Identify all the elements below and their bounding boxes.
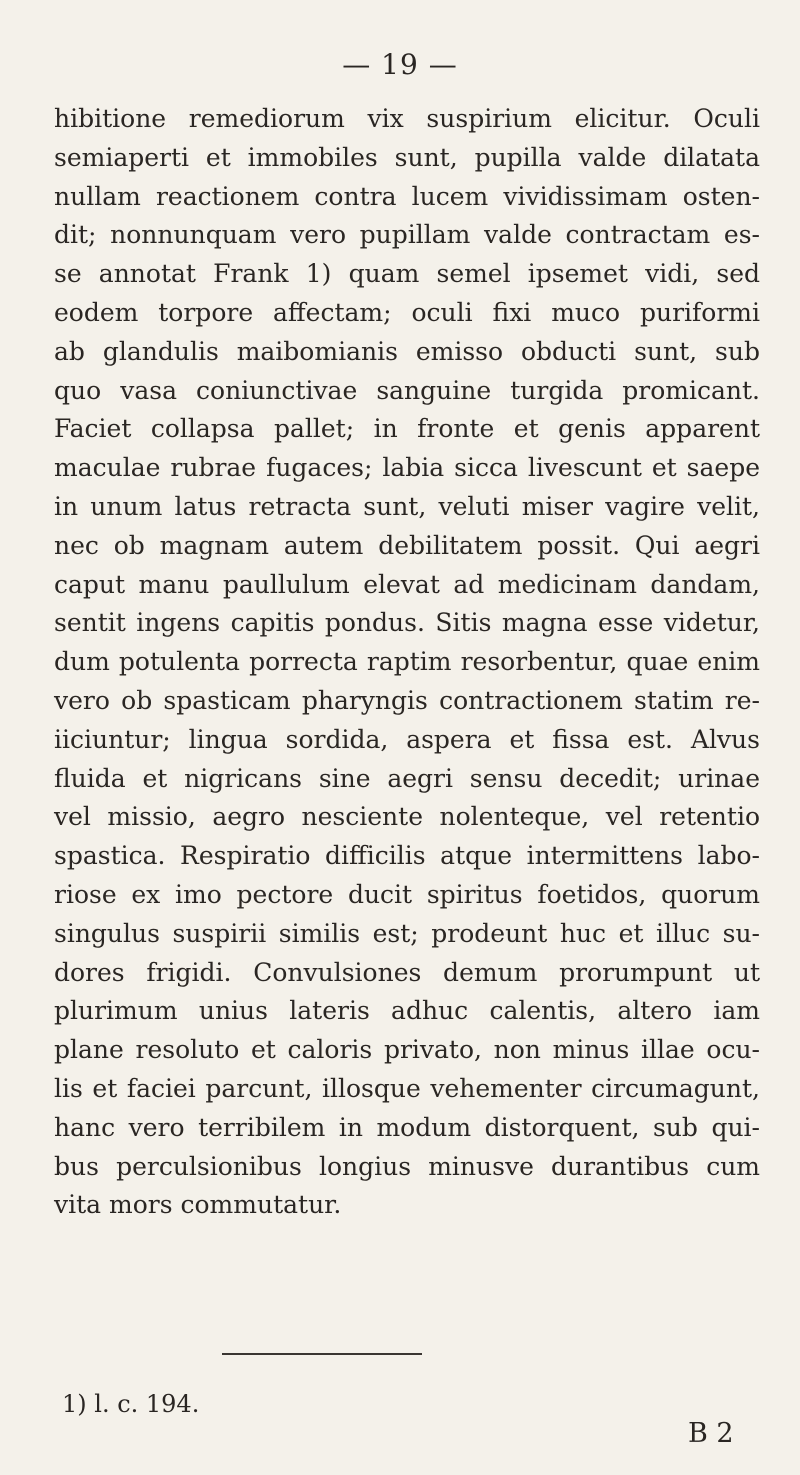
text-line: singulus suspirii similis est; prodeunt huc et illuc su-	[54, 918, 760, 948]
text-line: fluida et nigricans sine aegri sensu decedit; urinae	[54, 763, 760, 793]
text-line: semiaperti et immobiles sunt, pupilla valde dilatata	[54, 142, 760, 172]
text-line: hibitione remediorum vix suspirium elicitur. Oculi	[54, 104, 760, 133]
text-line: maculae rubrae fugaces; labia sicca livescunt et saepe	[54, 453, 760, 483]
text-line: ab glandulis maibomianis emisso obducti sunt, sub	[54, 336, 760, 366]
text-line: caput manu paullulum elevat ad medicinam dandam,	[54, 569, 760, 599]
text-line: se annotat Frank 1) quam semel ipsemet vidi, sed	[54, 259, 760, 289]
text-line: plane resoluto et caloris privato, non minus illae ocu-	[54, 1035, 760, 1065]
text-line: dores frigidi. Convulsiones demum prorumpunt ut	[54, 957, 760, 987]
text-line: lis et faciei parcunt, illosque vehementer circumagunt,	[54, 1073, 760, 1103]
footnote: 1) l. c. 194.	[62, 1390, 200, 1418]
text-line: in unum latus retracta sunt, veluti miser vagire velit,	[54, 491, 760, 521]
text-line: vero ob spasticam pharyngis contractionem statim re-	[54, 685, 760, 715]
text-line: nullam reactionem contra lucem vividissimam osten-	[54, 181, 760, 211]
text-line: quo vasa coniunctivae sanguine turgida promicant.	[54, 375, 760, 405]
text-line: riose ex imo pectore ducit spiritus foetidos, quorum	[54, 879, 760, 909]
text-line: vel missio, aegro nesciente nolenteque, vel retentio	[54, 802, 760, 832]
text-line: Faciet collapsa pallet; in fronte et genis apparent	[54, 414, 760, 444]
text-line: hanc vero terribilem in modum distorquent, sub qui-	[54, 1112, 760, 1142]
text-line: plurimum unius lateris adhuc calentis, altero iam	[54, 996, 760, 1026]
text-line: vita mors commutatur.	[54, 1190, 342, 1220]
text-line: sentit ingens capitis pondus. Sitis magna esse videtur,	[54, 608, 760, 638]
text-line: dum potulenta porrecta raptim resorbentur, quae enim	[54, 647, 760, 677]
text-line: nec ob magnam autem debilitatem possit. Qui aegri	[54, 530, 760, 560]
footnote-divider	[222, 1353, 422, 1355]
text-line: iiciuntur; lingua sordida, aspera et fissa est. Alvus	[54, 724, 760, 754]
text-line: dit; nonnunquam vero pupillam valde contractam es-	[54, 220, 760, 250]
text-line: eodem torpore affectam; oculi fixi muco puriformi	[54, 297, 760, 327]
body-text	[54, 100, 760, 1225]
page-number: — 19 —	[342, 48, 458, 81]
text-line: spastica. Respiratio difficilis atque intermittens labo-	[54, 841, 760, 871]
signature-mark: B 2	[688, 1418, 734, 1449]
text-line: bus perculsionibus longius minusve durantibus cum	[54, 1151, 760, 1181]
